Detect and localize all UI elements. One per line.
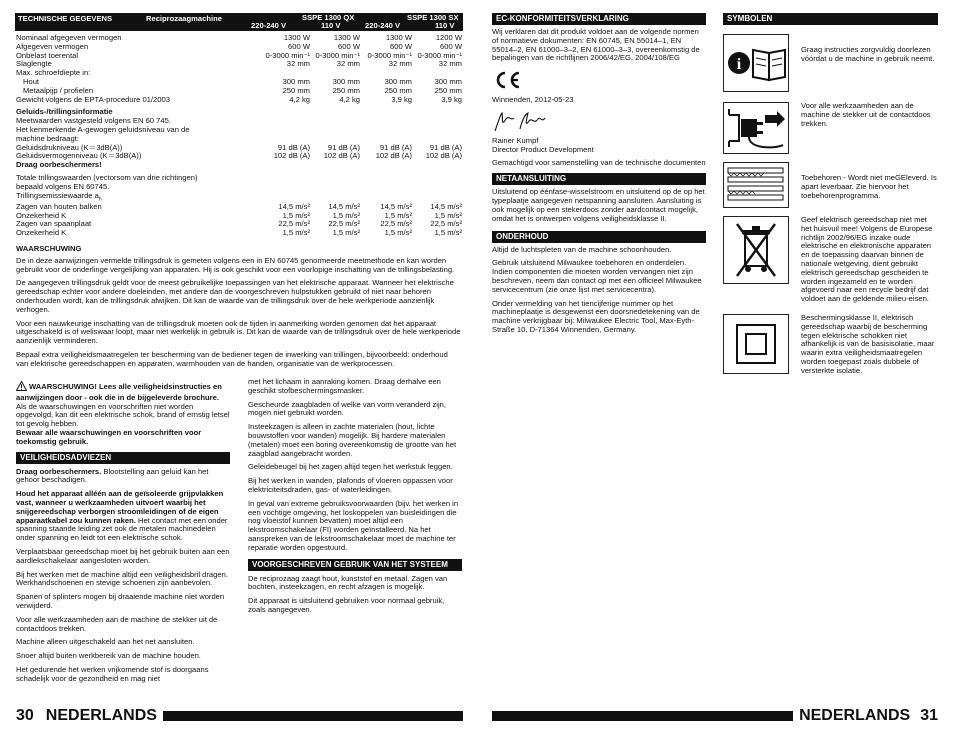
row-value: 22,5 m/s² xyxy=(430,219,462,229)
maintenance-p1: Altijd de luchtspleten van de machine schoonhouden. xyxy=(492,244,672,254)
row-value: 32 mm xyxy=(388,59,412,69)
read-manual-icon xyxy=(723,34,789,92)
row-value: 250 mm xyxy=(332,85,360,95)
language-label-left: NEDERLANDS xyxy=(45,706,157,724)
ear-protection-note: Draag oorbeschermers! xyxy=(16,160,102,170)
ce-mark-icon xyxy=(492,70,522,90)
warning-heading: WAARSCHUWING xyxy=(16,244,82,254)
row-label: Geluidsdrukniveau (K＝3dB(A)) xyxy=(16,143,123,152)
warning-p3: Voor een nauwkeurige inschatting van de trillingsdruk moeten ook de tijden in aanmerking worden genomen dat het apparaat uitgeschakeld is of weliswaar loopt, maar niet werkelijk in gebruik is. Dit kan de waarde van de trillingsdruk over de hele werkperiode aanzienlijk verminderen. xyxy=(16,318,461,346)
safety-p6: Voor alle werkzaamheden aan de machine de stekker uit de contactdoos trekken. xyxy=(16,614,218,633)
safety-p4: Bij het werken met de machine altijd een veiligheidsbril dragen. Werkhandschoenen en stevige schoenen zijn aanbevolen. xyxy=(16,569,228,588)
noise-title: Geluids-/trillingsinformatie xyxy=(16,107,113,117)
row-value: 1200 W xyxy=(435,33,462,42)
footer-bar-right xyxy=(492,711,793,721)
row-value: 1,5 m/s² xyxy=(282,210,310,220)
row-value: 1300 W xyxy=(283,33,310,42)
row-label: Onzekerheid K xyxy=(16,211,67,220)
row-value: 600 W xyxy=(440,41,462,51)
ec-place-date: Winnenden, 2012-05-23 xyxy=(492,95,574,105)
crossed-bin-icon xyxy=(723,216,789,284)
warning-p4: Bepaal extra veiligheidsmaatregelen ter bescherming van de bediener tegen de inwerking van trillingen, bijvoorbeeld: onderhoud van elektrische gereedschappen en apparaten, warmhouden van de handen, organisatie van de werkprocessen. xyxy=(16,350,448,368)
ec-bar: EC-KONFORMITEITSVERKLARING xyxy=(492,13,706,25)
row-value: 91 dB (A) xyxy=(379,142,412,152)
row-value: 22,5 m/s² xyxy=(278,219,310,229)
row-value: 102 dB (A) xyxy=(375,151,412,161)
row-label: Onbelast toerental xyxy=(16,51,79,60)
page-number-right: 31 xyxy=(920,706,938,724)
row-value: 32 mm xyxy=(336,59,360,69)
signature-drawing xyxy=(492,109,562,135)
col2-p5: Bij het werken in wanden, plafonds of vloeren oppassen voor elektriciteitsdraden, gas- of waterleidingen. xyxy=(248,476,453,494)
col2-p2: Gescheurde zaagbladen of welke van vorm veranderd zijn, mogen niet gebruikt worden. xyxy=(248,399,446,418)
row-value: 600 W xyxy=(338,41,360,51)
svg-text:i: i xyxy=(736,56,742,73)
safety-p2-bold: Houd het apparaat alléén aan de geïsoleerde grijpvlakken vast, wanneer u werkzaamheden uitvoert waarbij het snijgereedschap verborgen stroomleidingen of de eigen apparaatkabel zou kunnen raken. xyxy=(16,489,224,525)
symbol-read-manual xyxy=(723,34,938,92)
safety-column-2 xyxy=(248,378,462,620)
row-value: 4,2 kg xyxy=(289,94,310,104)
row-value: 1,5 m/s² xyxy=(434,210,462,220)
row-value: 0-3000 min⁻¹ xyxy=(265,50,310,60)
warning-keep: Bewaar alle waarschuwingen en voorschriften voor toekomstig gebruik. xyxy=(16,427,202,446)
signature xyxy=(492,109,706,137)
col2-p8: Dit apparaat is uitsluitend gebruiken voor normaal gebruik, zoals aangegeven. xyxy=(248,596,445,614)
class-ii-icon xyxy=(723,314,789,374)
row-value: 102 dB (A) xyxy=(425,151,462,161)
row-value: 91 dB (A) xyxy=(429,142,462,152)
row-value: 14,5 m/s² xyxy=(278,201,310,211)
col2-p1: met het lichaam in aanraking komen. Draag derhalve een geschikt stofbeschermingsmasker. xyxy=(248,377,441,395)
row-label: Zagen van houten balken xyxy=(16,202,102,211)
right-column-1 xyxy=(492,13,706,340)
noise-line-3: machine bedraagt: xyxy=(16,133,79,143)
left-footer xyxy=(16,707,463,725)
spec-subtitle: Reciprozaagmachine xyxy=(146,14,222,23)
col2-p4: Geleidebeugel bij het zagen altijd tegen het werkstuk leggen. xyxy=(248,462,453,472)
row-value: 1300 W xyxy=(333,33,360,42)
row-label: Onzekerheid K xyxy=(16,229,67,238)
intended-use-bar: VOORGESCHREVEN GEBRUIK VAN HET SYSTEEM xyxy=(248,559,462,571)
symbols-bar: SYMBOLEN xyxy=(723,13,938,25)
maintenance-p3: Onder vermelding van het tiencijferige nummer op het machineplaatje is desgewenst een doorsnedetekening van de machine verkrijgbaar bij: Milwaukee Electric Tool, Max-Eyth-Straße 10, D-71364 Winnenden, Germany. xyxy=(492,298,700,334)
power-p: Uitsluitend op éénfase-wisselstroom en uitsluitend op de op het typeplaatje aangegeven netspanning aansluiten. Aansluiting is ook mogelijk op een stekerdoos zonder aardcontact mogelijk, omdat het is ontwerpen volgens veiligheidsklasse II. xyxy=(492,187,705,223)
right-footer xyxy=(492,707,938,725)
unplug-icon xyxy=(723,102,789,154)
symbol-accessories xyxy=(723,162,938,208)
row-value: 1300 W xyxy=(385,33,412,42)
symbol-text-2: Voor alle werkzaamheden aan de machine de stekker uit de contactdoos trekken. xyxy=(801,101,931,128)
ec-name: Rainer Kumpf xyxy=(492,135,539,145)
symbol-text-3: Toebehoren - Wordt niet meGEleverd. Is apart leverbaar. Zie hiervoor het toebehorenprogramma. xyxy=(801,173,937,200)
noise-line-2: Het kenmerkende A-gewogen geluidsniveau van de xyxy=(16,124,190,134)
row-value: 300 mm xyxy=(384,76,412,86)
symbol-weee xyxy=(723,216,938,304)
safety-p2 xyxy=(16,490,230,543)
row-value: 250 mm xyxy=(282,85,310,95)
ce-mark xyxy=(492,70,706,92)
row-value: 250 mm xyxy=(434,85,462,95)
right-column-2 xyxy=(723,13,938,384)
ec-p1: Wij verklaren dat dit produkt voldoet aan de volgende normen of normatieve dokumenten: EN 60745, EN 55014–1, EN 55014–2, EN 61000–3–2, EN 61000–3–3, overeenkomstig de bepalingen van de richtlijnen 2006/42/EG, 2004/108/EG xyxy=(492,27,700,63)
row-value: 300 mm xyxy=(434,76,462,86)
row-label: Geluidsvermogenniveau (K＝3dB(A)) xyxy=(16,152,142,161)
safety-p7: Machine alleen uitgeschakeld aan het net aansluiten. xyxy=(16,637,195,647)
voltage-1a: 220-240 V xyxy=(251,21,287,30)
row-value: 22,5 m/s² xyxy=(380,219,412,229)
row-label: Hout xyxy=(23,77,40,86)
power-bar: NETAANSLUITING xyxy=(492,173,706,185)
col2-p3: Insteekzagen is alleen in zachte materialen (hout, lichte bouwstoffen voor wanden) mogelijk. Bij hardere materialen (metalen) moet een boring overeenkomstig de grootte van het zaagblad aangebracht worden. xyxy=(248,422,457,458)
row-label: Slaglengte xyxy=(16,60,52,69)
safety-p8: Snoer altijd buiten werkbereik van de machine houden. xyxy=(16,651,201,661)
maintenance-p2: Gebruik uitsluitend Milwaukee toebehoren en onderdelen. Indien componenten die moeten worden vervangen niet zijn beschreven, neem dan contact op met een officieel Milwaukee servicecentrum (zie onze lijst met servicecentra). xyxy=(492,258,702,294)
vib-row xyxy=(16,229,462,238)
row-value: 3,9 kg xyxy=(391,94,412,104)
symbol-unplug xyxy=(723,102,938,154)
safety-p3: Verplaatsbaar gereedschap moet bij het gebruik buiten aan een aardlekschakelaar aangesloten worden. xyxy=(16,546,230,565)
row-value: 32 mm xyxy=(286,59,310,69)
row-value: 1,5 m/s² xyxy=(434,228,462,238)
vib-line-2: bepaald volgens EN 60745. xyxy=(16,181,110,191)
safety-p2-text: Het contact met een onder spanning staande leiding zet ook de metalen machinedelen onder spanning en leidt tot een elektrische schok. xyxy=(16,515,228,543)
spec-header xyxy=(15,13,463,31)
row-label: Gewicht volgens de EPTA-procedure 01/2003 xyxy=(16,95,170,104)
ec-p2: Gemachtigd voor samenstelling van de technische documenten xyxy=(492,157,706,167)
row-value: 22,5 m/s² xyxy=(328,219,360,229)
row-label: Afgegeven vermogen xyxy=(16,42,89,51)
row-value: 1,5 m/s² xyxy=(384,210,412,220)
spec-row xyxy=(16,60,462,69)
row-label: Nominaal afgegeven vermogen xyxy=(16,34,122,42)
safety-p5: Spanen of splinters mogen bij draaiende machine niet worden verwijderd. xyxy=(16,592,225,610)
noise-rows xyxy=(16,144,462,162)
noise-line-1: Meetwaarden vastgesteld volgens EN 60 745. xyxy=(16,116,171,126)
saw-blades-icon xyxy=(723,162,789,208)
row-value: 91 dB (A) xyxy=(327,142,360,152)
row-value: 1,5 m/s² xyxy=(332,228,360,238)
warning-rest: Als de waarschuwingen en voorschriften niet worden opgevolgd, kan dit een elektrische schok, brand of ernstig letsel tot gevolg hebben. xyxy=(16,401,230,429)
voltage-2b: 110 V xyxy=(435,21,455,30)
safety-p1-bold: Draag oorbeschermers. xyxy=(16,466,102,476)
row-value: 1,5 m/s² xyxy=(384,228,412,238)
language-label-right: NEDERLANDS xyxy=(799,706,911,724)
footer-bar-left xyxy=(163,711,463,721)
row-value: 14,5 m/s² xyxy=(430,201,462,211)
vib-line-1: Totale trillingswaarden (vectorsom van drie richtingen) xyxy=(16,172,198,182)
voltage-2a: 220-240 V xyxy=(365,21,401,30)
vib-rows xyxy=(16,203,462,238)
maintenance-bar: ONDERHOUD xyxy=(492,231,706,243)
warning-title: WAARSCHUWING! Lees alle veiligheidsinstructies en aanwijzingen door - ook die in de bijgeleverde brochure. xyxy=(16,382,222,402)
row-value: 0-3000 min⁻¹ xyxy=(417,50,462,60)
row-label: Metaalpijp / profielen xyxy=(23,86,94,95)
warning-p1: De in deze aanwijzingen vermelde trillingsdruk is gemeten volgens een in EN 60745 genormeerde meetmethode en kan worden gebruikt voor de onderlinge vergelijking van apparaten. Hij is ook geschikt voor een voorlopige inschatting van de trillingsbelasting. xyxy=(16,255,455,274)
row-value: 0-3000 min⁻¹ xyxy=(315,50,360,60)
row-value: 600 W xyxy=(288,41,310,51)
spec-row xyxy=(16,96,462,105)
safety-bar: VEILIGHEIDSADVIEZEN xyxy=(16,452,230,464)
safety-column-1 xyxy=(16,381,230,689)
symbol-class-ii xyxy=(723,314,938,376)
row-value: 14,5 m/s² xyxy=(380,201,412,211)
row-value: 1,5 m/s² xyxy=(282,228,310,238)
safety-p1 xyxy=(16,468,230,486)
vib-sub: h xyxy=(98,196,102,203)
row-value: 3,9 kg xyxy=(441,94,462,104)
symbol-text-4: Geef elektrisch gereedschap niet met het huisvuil mee! Volgens de Europese richtlijn 2002/96/EG inzake oude elektrische en elektronische apparaten en de toepassing daarvan binnen de nationale wetgeving, dient gebruikt elektrisch gereedschap gescheiden te worden ingezameld en te worden afgevoerd naar een recycle bedrijf dat voldoet aan de geldende milieu-eisen. xyxy=(801,215,933,304)
safety-p9: Het gedurende het werken vrijkomende stof is doorgaans schadelijk voor de gezondheid en mag niet xyxy=(16,664,209,683)
row-label: Max. schroefdiepte in: xyxy=(16,69,91,78)
page-number-left: 30 xyxy=(16,706,34,724)
row-value: 91 dB (A) xyxy=(277,142,310,152)
spec-rows xyxy=(16,34,462,104)
spec-title: TECHNISCHE GEGEVENS xyxy=(18,14,113,23)
col2-p6: In geval van extreme gebruiksvoorwaarden (bijv. het werken in een vochtige omgeving, het loskoppelen van buisleidingen die nog vloeistof kunnen bevatten) moet altijd een lekstroomschakelaar (FI) worden geïnstalleerd. Na het aanspreken van de lekstroomschakelaar moet de machine ter reparatie worden opgestuurd. xyxy=(248,498,459,552)
row-value: 4,2 kg xyxy=(339,94,360,104)
symbol-text-1: Graag instructies zorgvuldig doorlezen vóórdat u de machine in gebruik neemt. xyxy=(801,45,935,63)
general-warning xyxy=(16,381,230,447)
row-value: 250 mm xyxy=(384,85,412,95)
safety-p1-text: Blootstelling aan geluid kan het gehoor beschadigen. xyxy=(16,466,209,485)
row-label: Zagen van spaanplaat xyxy=(16,220,92,229)
symbol-text-5: Beschermingsklasse II, elektrisch gereedschap waarbij de bescherming tegen elektrische schokken niet afhankelijk is van de basisisolatie, maar waarin extra veiligheidsmaatregelen worden toegepast zoals dubbele of versterkte isolatie. xyxy=(801,312,935,375)
row-value: 600 W xyxy=(390,41,412,51)
row-value: 32 mm xyxy=(438,59,462,69)
model-1: SSPE 1300 QX xyxy=(302,13,355,22)
row-value: 14,5 m/s² xyxy=(328,201,360,211)
row-value: 0-3000 min⁻¹ xyxy=(367,50,412,60)
row-value: 102 dB (A) xyxy=(273,151,310,161)
vib-label: Trillingsemissiewaarde a xyxy=(16,190,99,200)
model-2: SSPE 1300 SX xyxy=(407,13,459,22)
ec-role: Director Product Development xyxy=(492,144,594,154)
voltage-1b: 110 V xyxy=(321,21,341,30)
row-value: 300 mm xyxy=(282,76,310,86)
row-value: 300 mm xyxy=(332,76,360,86)
col2-p7: De reciprozaag zaagt hout, kunststof en metaal. Zagen van bochten, insteekzagen, en recht afzagen is mogelijk. xyxy=(248,573,448,592)
row-value: 1,5 m/s² xyxy=(332,210,360,220)
warning-p2: De aangegeven trillingsdruk geldt voor de meest gebruikelijke toepassingen van het elektrische apparaat. Wanneer het elektrische gereedschap echter voor andere doeleinden, met andere dan de voorgeschreven hulpstukken gebruikt of niet naar behoren onderhouden wordt, kan de trillingsdruk afwijken. Dit kan de waarde van de trillingsdruk over de hele werkperiode aanzienlijk verhogen. xyxy=(16,278,454,314)
row-value: 102 dB (A) xyxy=(323,151,360,161)
spec-table xyxy=(16,34,462,374)
